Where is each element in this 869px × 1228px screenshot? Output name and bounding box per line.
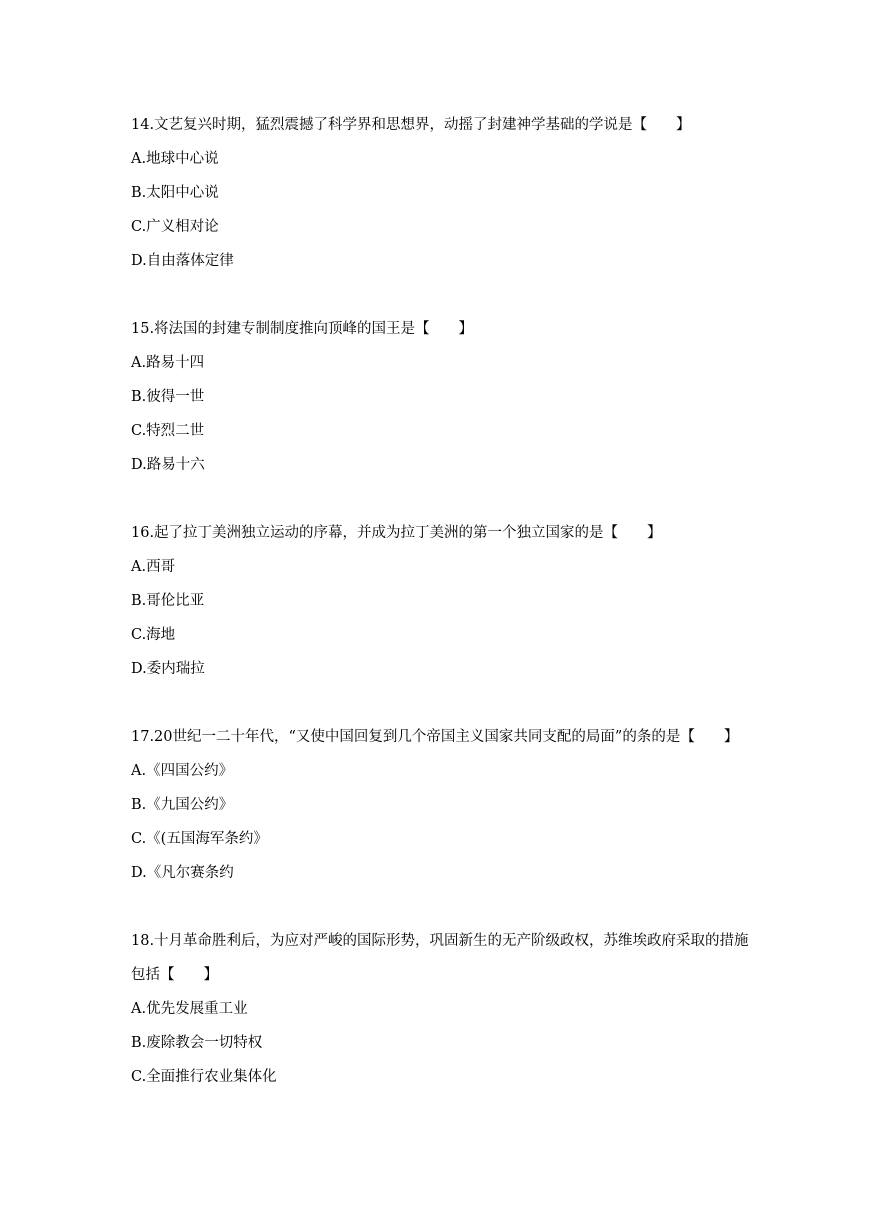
option-c: C.广义相对论 bbox=[131, 219, 219, 235]
option-b: B.废除教会一切特权 bbox=[131, 1035, 263, 1051]
option-c: C.《(五国海军条约》 bbox=[131, 831, 268, 847]
option-list bbox=[131, 142, 751, 278]
option-list bbox=[131, 754, 751, 890]
question-stem: 16.起了拉丁美洲独立运动的序幕，并成为拉丁美洲的第一个独立国家的是【 】 bbox=[131, 525, 662, 541]
exam-page bbox=[131, 108, 751, 1128]
option-list bbox=[131, 550, 751, 686]
option-b: B.《九国公约》 bbox=[131, 797, 234, 813]
option-a: A.《四国公约》 bbox=[131, 763, 234, 779]
question-15 bbox=[131, 312, 751, 482]
question-stem: 15.将法国的封建专制制度推向顶峰的国王是【 】 bbox=[131, 321, 474, 337]
option-b: B.彼得一世 bbox=[131, 389, 205, 405]
option-d: D.委内瑞拉 bbox=[131, 661, 205, 677]
option-c: C.全面推行农业集体化 bbox=[131, 1069, 277, 1085]
option-a: A.地球中心说 bbox=[131, 151, 219, 167]
question-17 bbox=[131, 720, 751, 890]
question-18 bbox=[131, 924, 751, 1094]
option-a: A.路易十四 bbox=[131, 355, 205, 371]
option-a: A.西哥 bbox=[131, 559, 176, 575]
question-stem: 18.十月革命胜利后，为应对严峻的国际形势，巩固新生的无产阶级政权，苏维埃政府采取的措施包括【 】 bbox=[131, 933, 749, 983]
option-d: D.路易十六 bbox=[131, 457, 205, 473]
question-stem: 14.文艺复兴时期，猛烈震撼了科学界和思想界，动摇了封建神学基础的学说是【 】 bbox=[131, 117, 691, 133]
question-14 bbox=[131, 108, 751, 278]
option-c: C.海地 bbox=[131, 627, 176, 643]
option-b: B.哥伦比亚 bbox=[131, 593, 205, 609]
option-c: C.特烈二世 bbox=[131, 423, 205, 439]
option-a: A.优先发展重工业 bbox=[131, 1001, 248, 1017]
option-d: D.《凡尔赛条约 bbox=[131, 865, 234, 881]
question-16 bbox=[131, 516, 751, 686]
option-list bbox=[131, 992, 751, 1094]
option-list bbox=[131, 346, 751, 482]
option-d: D.自由落体定律 bbox=[131, 253, 234, 269]
question-stem: 17.20世纪一二十年代，“又使中国回复到几个帝国主义国家共同支配的局面”的条的是【 】 bbox=[131, 729, 739, 745]
option-b: B.太阳中心说 bbox=[131, 185, 219, 201]
